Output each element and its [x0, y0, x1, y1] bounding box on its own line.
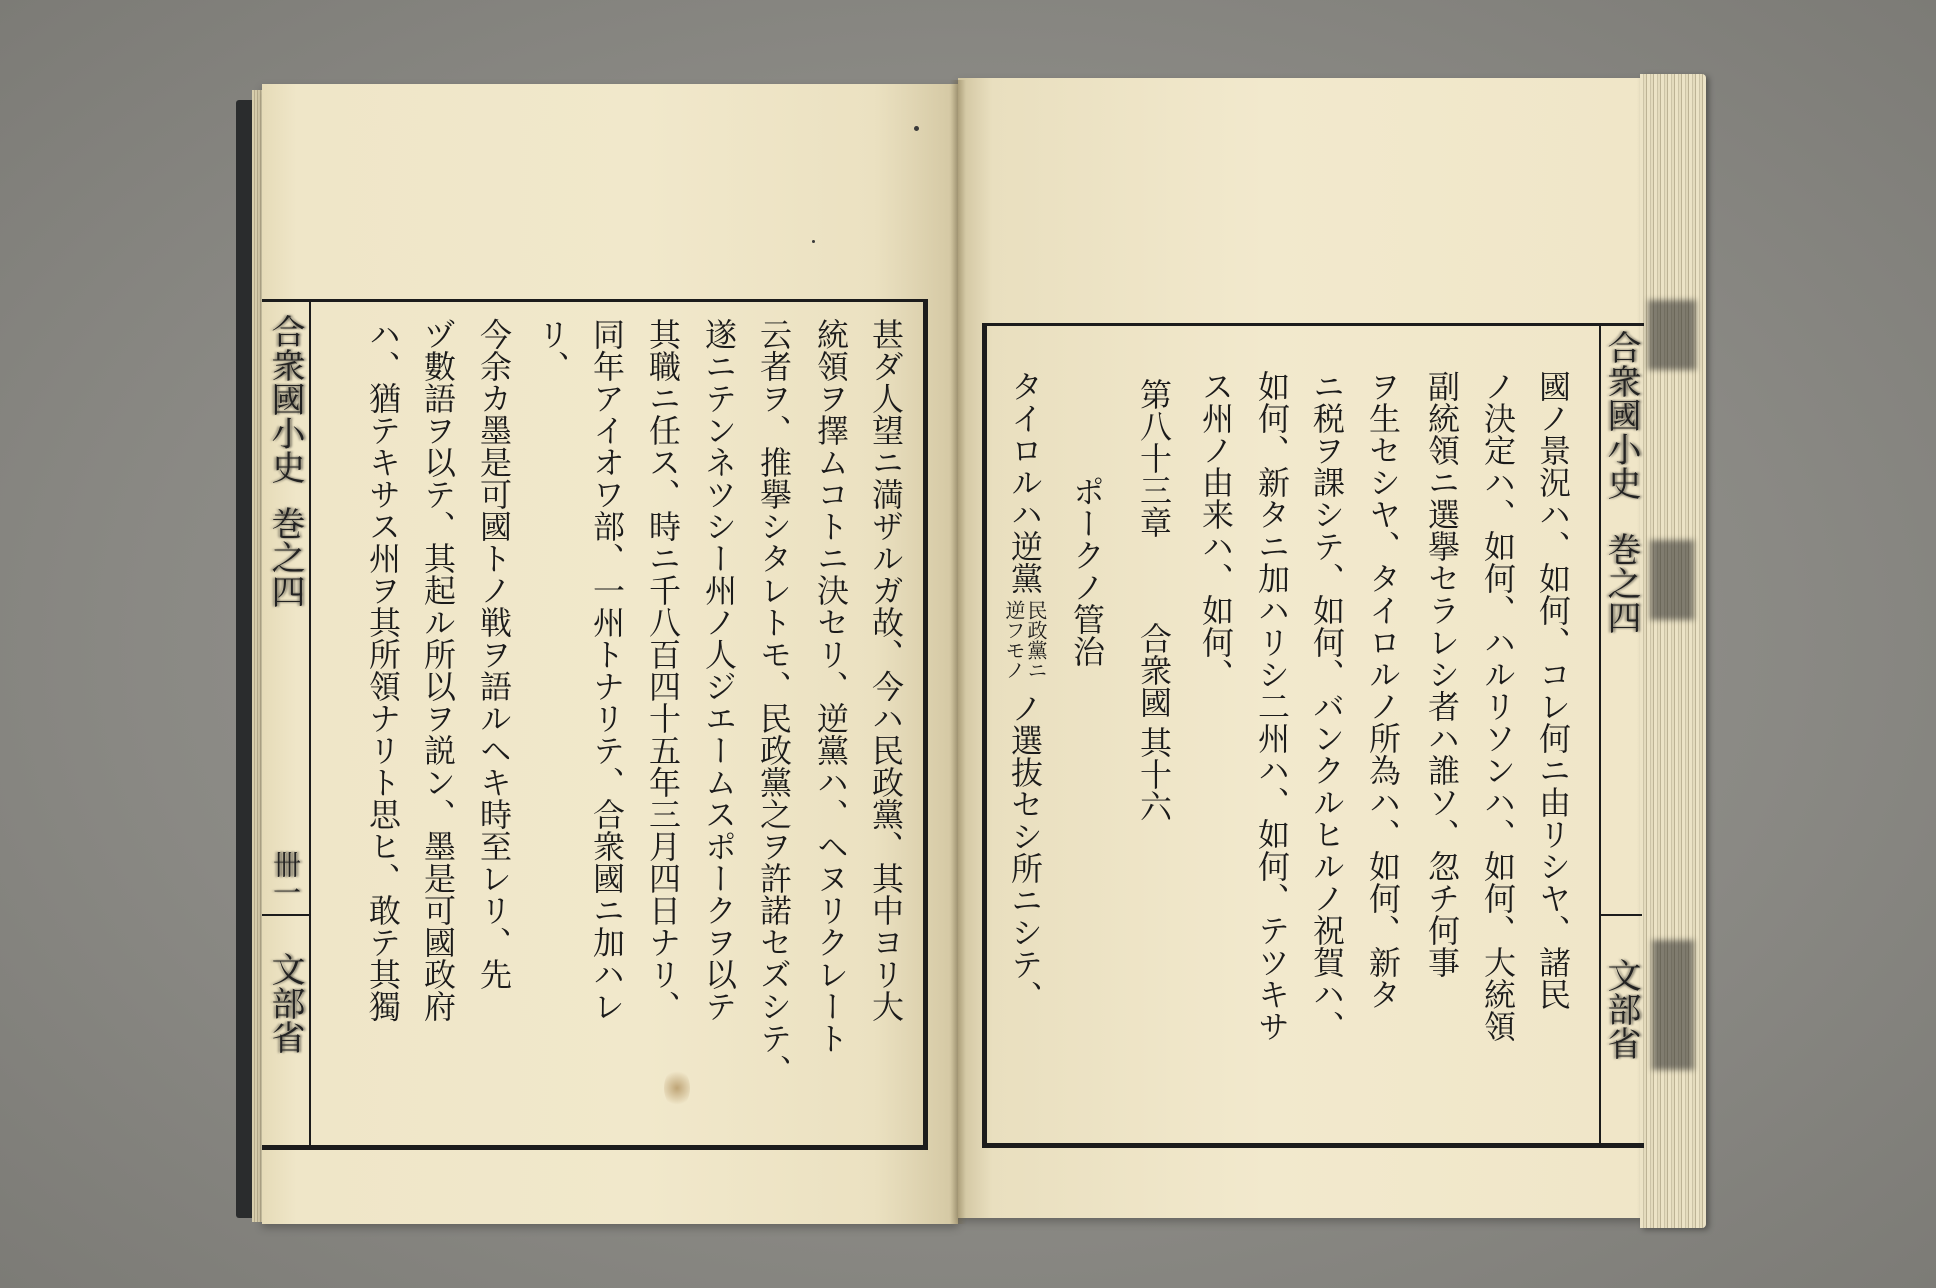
note-line: 逆フモノ — [1002, 600, 1026, 680]
paper-spot — [914, 126, 919, 131]
left-margin-volume: 巻之四 — [265, 506, 305, 608]
book-gutter — [950, 80, 966, 1224]
right-text-column: ヲ生セシヤ、タイロルノ所為ハ、如何、新タ — [1364, 370, 1402, 1010]
chapter-number: 第八十三章 — [1135, 378, 1173, 538]
chapter-subtitle: ポークノ管治 — [1068, 475, 1106, 667]
left-text-column: リ、 — [533, 318, 571, 382]
paper-stain — [664, 1068, 690, 1108]
edge-ink-smudge — [1650, 540, 1694, 620]
note-line: 民政黨ニ — [1024, 600, 1048, 680]
right-text-column: タイロルハ逆黨 — [1006, 370, 1044, 594]
right-text-column: ノ決定ハ、如何、ハルリソンハ、如何、大統領 — [1479, 370, 1517, 1042]
left-text-column: 云者ヲ、推擧シタレトモ、民政黨之ヲ許諾セズシテ、 — [755, 318, 793, 1086]
paper-spot — [812, 240, 815, 243]
left-margin-rule — [262, 914, 309, 916]
right-text-column: ス州ノ由来ハ、如何、 — [1197, 370, 1235, 690]
right-margin-rule — [1599, 914, 1642, 916]
edge-ink-smudge — [1648, 300, 1696, 370]
left-text-column: 今余カ墨是可國トノ戦ヲ語ルヘキ時至レリ、先 — [475, 318, 513, 990]
chapter-part: 其十六 — [1135, 726, 1173, 822]
chapter-title: 合衆國 — [1135, 622, 1173, 718]
right-margin-title: 合衆國小史 — [1601, 330, 1641, 500]
right-text-column: ノ選抜セシ所ニシテ、 — [1006, 692, 1044, 1012]
left-page-number: 卌一 — [269, 850, 302, 906]
left-text-column: 同年アイオワ部、一州トナリテ、合衆國ニ加ハレ — [588, 318, 626, 1022]
left-margin-publisher: 文部省 — [265, 952, 305, 1054]
edge-ink-smudge — [1652, 940, 1694, 1070]
right-margin-volume: 巻之四 — [1601, 532, 1641, 634]
left-margin-title: 合衆國小史 — [265, 314, 305, 484]
left-text-column: ヅ數語ヲ以テ、其起ル所以ヲ説ン、墨是可國政府 — [419, 318, 457, 1022]
left-text-column: 甚ダ人望ニ満ザルガ故、今ハ民政黨、其中ヨリ大 — [867, 318, 905, 1022]
right-margin-publisher: 文部省 — [1601, 958, 1641, 1060]
left-text-column: 遂ニテンネツシー州ノ人ジエームスポークヲ以テ — [700, 318, 738, 1022]
interlinear-note — [1003, 600, 1047, 680]
right-text-column: 如何、新タニ加ハリシ二州ハ、如何、テツキサ — [1253, 370, 1291, 1042]
left-text-column: ハ、猶テキサス州ヲ其所領ナリト思ヒ、敢テ其獨 — [364, 318, 402, 1022]
left-text-column: 統領ヲ擇ムコトニ決セリ、逆黨ハ、ヘヌリクレート — [812, 318, 850, 1054]
left-margin-divider — [309, 299, 311, 1148]
right-text-column: ニ税ヲ課シテ、如何、バンクルヒルノ祝賀ハ、 — [1308, 370, 1346, 1042]
right-text-column: 副統領ニ選擧セラレシ者ハ誰ソ、忽チ何事 — [1423, 370, 1461, 978]
left-text-column: 其職ニ任ス、時ニ千八百四十五年三月四日ナリ、 — [644, 318, 682, 1022]
right-text-column: 國ノ景況ハ、如何、コレ何ニ由リシヤ、諸民 — [1534, 370, 1572, 1010]
